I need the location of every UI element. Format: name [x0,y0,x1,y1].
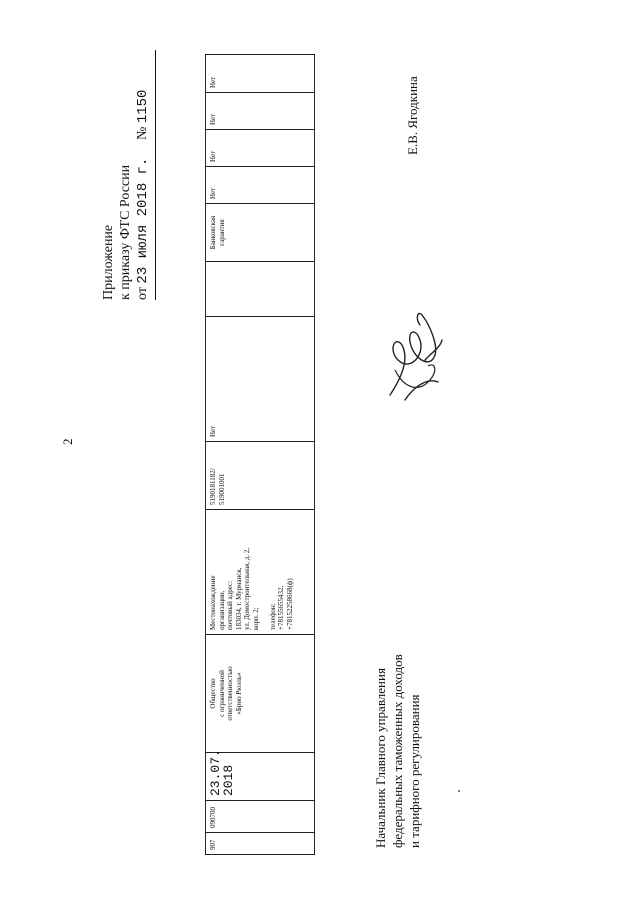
number-prefix: № [135,126,150,141]
position-line-1: Начальник Главного управления [373,668,388,848]
page-number: 2 [60,438,75,445]
appendix-title: Приложение [101,224,116,300]
cell-flag-3: Нет [206,93,315,130]
signatory-name: Е.В. Ягодкина [405,76,420,155]
cell-flag-1: Нет [206,167,315,204]
cell-guarantee: Банковская гарантия [206,204,315,262]
appendix-header [100,50,160,300]
cell-flag-4: Нет [206,55,315,93]
table-row [206,55,315,855]
handwritten-signature [380,300,450,410]
cell-number: 907 [206,833,315,855]
cell-inn: 5190181182/ 519001001 [206,442,315,510]
position-line-3: и тарифного регулирования [407,694,422,848]
signatory-position [372,608,452,848]
header-underline [155,50,156,300]
cell-code: 090700 [206,801,315,833]
registry-table [205,55,315,855]
order-date: 23 июля 2018 г. [135,157,151,284]
cell-organization: Общество с ограниченной ответственностью «Брио Рюэль» [206,635,315,753]
appendix-order: к приказу ФТС России [118,164,133,300]
stray-dot [458,790,460,792]
position-line-2: федеральных таможенных доходов [390,654,405,848]
date-prefix: от [135,287,150,300]
cell-flag-2: Нет [206,130,315,167]
cell-address: Местонахождение организации, почтовый адрес: 183034, г. Мурманск, ул. Домостроительная, д. 2, корп. 2; телефон: +78155655432, +78152258668(ф) [206,510,315,635]
order-number: 1150 [135,89,151,124]
appendix-date-line [134,50,152,300]
cell-date: 23.07. 2018 [206,753,315,801]
cell-empty [206,262,315,317]
cell-branches: Нет [206,317,315,442]
